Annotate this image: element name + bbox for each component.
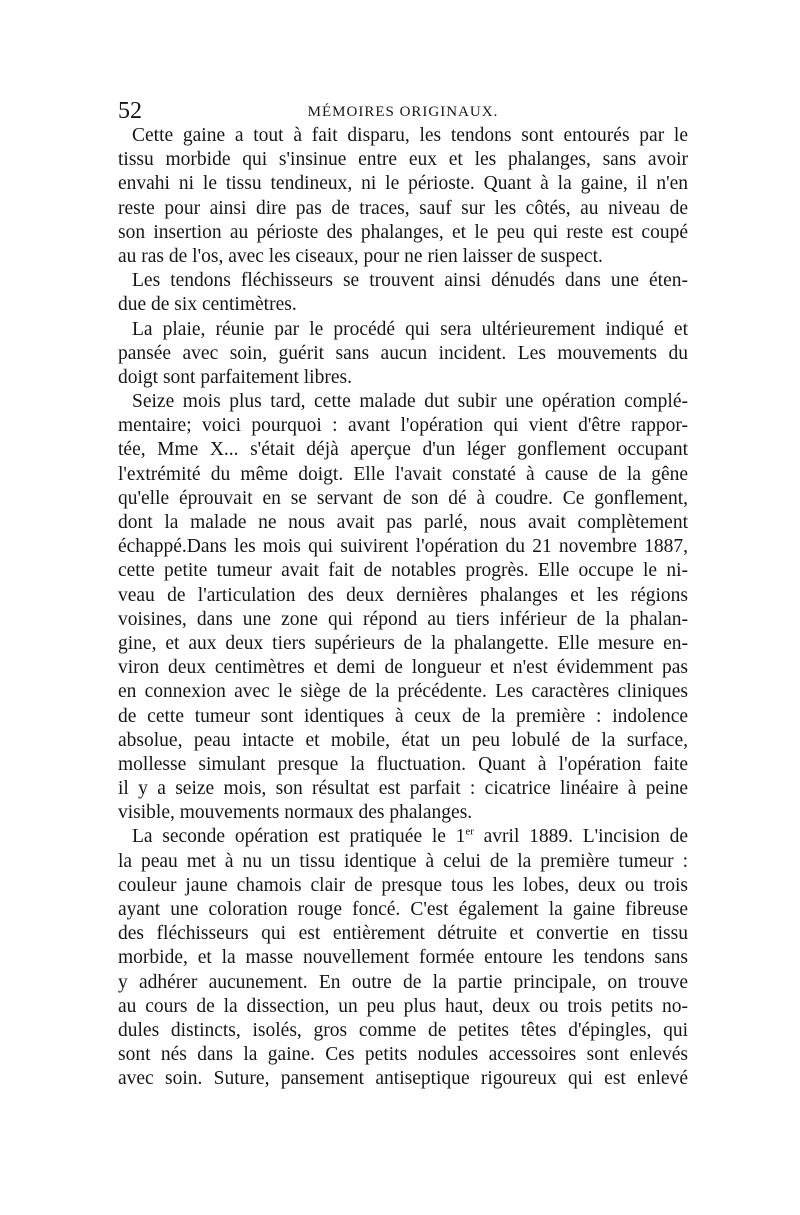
paragraph [118,825,688,1091]
text-line: son insertion au périoste des phalanges, et le peu qui reste est coupé [118,221,688,243]
text-line: y adhérer aucunement. En outre de la partie principale, on trouve [118,971,688,993]
running-header [118,96,688,126]
text-line: la peau met à nu un tissu identique à celui de la première tumeur : [118,850,688,872]
text-line: en connexion avec le siège de la précédente. Les caractères cliniques [118,681,688,703]
text-line: couleur jaune chamois clair de presque tous les lobes, deux ou trois [118,874,688,896]
text-line: dules distincts, isolés, gros comme de petites têtes d'épingles, qui [118,1019,688,1041]
text-line: due de six centimètres. [118,294,297,316]
body-text [118,124,688,1092]
paragraph [118,269,688,317]
text-line: qu'elle éprouvait en se servant de son dé à coudre. Ce gonflement, [118,487,688,509]
text-line: voisines, dans une zone qui répond au tiers inférieur de la phalan- [118,608,688,630]
text-line: au cours de la dissection, un peu plus haut, deux ou trois petits no- [118,995,688,1017]
text-line: dont la malade ne nous avait pas parlé, nous avait complètement [118,512,688,533]
text-line: au ras de l'os, avec les ciseaux, pour ne rien laisser de suspect. [118,245,603,267]
text-line: l'extrémité du même doigt. Elle l'avait constaté à cause de la gêne [118,463,688,485]
text-line: pansée avec soin, guérit sans aucun incident. Les mouvements du [118,342,688,364]
paragraph [118,318,688,391]
paragraph [118,124,688,269]
text-line: Seize mois plus tard, cette malade dut subir une opération complé- [132,391,688,413]
text-line: sont nés dans la gaine. Ces petits nodules accessoires sont enlevés [118,1044,688,1066]
text-fragment: avril 1889. L'incision de [473,826,688,848]
text-line-with-superscript [118,825,688,849]
text-line: gine, et aux deux tiers supérieurs de la phalangette. Elle mesure en- [118,632,688,654]
text-line: tissu morbide qui s'insinue entre eux et les phalanges, sans avoir [118,149,688,171]
text-line: de cette tumeur sont identiques à ceux de la première : indolence [118,705,688,727]
text-line: doigt sont parfaitement libres. [118,366,352,388]
text-line: mentaire; voici pourquoi : avant l'opération qui vient d'être rappor- [118,415,688,437]
text-line: mollesse simulant presque la fluctuation. Quant à l'opération faite [118,753,688,775]
text-line: morbide, et la masse nouvellement formée entoure les tendons sans [118,947,688,969]
text-line: visible, mouvements normaux des phalanges. [118,802,473,824]
text-line: Les tendons fléchisseurs se trouvent ainsi dénudés dans une éten- [132,270,688,292]
text-line: reste pour ainsi dire pas de traces, sauf sur les côtés, au niveau de [118,197,688,219]
text-line: ayant une coloration rouge foncé. C'est également la gaine fibreuse [118,899,688,920]
running-title: MÉMOIRES ORIGINAUX. [307,104,499,120]
page-number: 52 [118,98,142,124]
superscript-ordinal: er [465,825,474,838]
text-line: avec soin. Suture, pansement antiseptique rigoureux qui est enlevé [118,1068,688,1090]
text-line: veau de l'articulation des deux dernières phalanges et les régions [118,584,688,606]
text-fragment: La seconde opération est pratiquée le 1 [132,826,466,848]
text-line: il y a seize mois, son résultat est parfait : cicatrice linéaire à peine [118,778,688,800]
text-line: tée, Mme X... s'était déjà aperçue d'un léger gonflement occupant [118,439,688,461]
text-line: envahi ni le tissu tendineux, ni le périoste. Quant à la gaine, il n'en [118,173,688,195]
text-line: absolue, peau intacte et mobile, état un peu lobulé de la surface, [118,729,688,751]
text-line: Cette gaine a tout à fait disparu, les tendons sont entourés par le [132,125,688,146]
text-line: des fléchisseurs qui est entièrement détruite et convertie en tissu [118,923,688,945]
text-line: échappé.Dans les mois qui suivirent l'opération du 21 novembre 1887, [118,536,688,558]
text-line: viron deux centimètres et demi de longueur et n'est évidemment pas [118,657,688,679]
paragraph [118,390,688,825]
text-line: cette petite tumeur avait fait de notables progrès. Elle occupe le ni- [118,560,688,582]
text-line: La plaie, réunie par le procédé qui sera ultérieurement indiqué et [132,318,688,340]
